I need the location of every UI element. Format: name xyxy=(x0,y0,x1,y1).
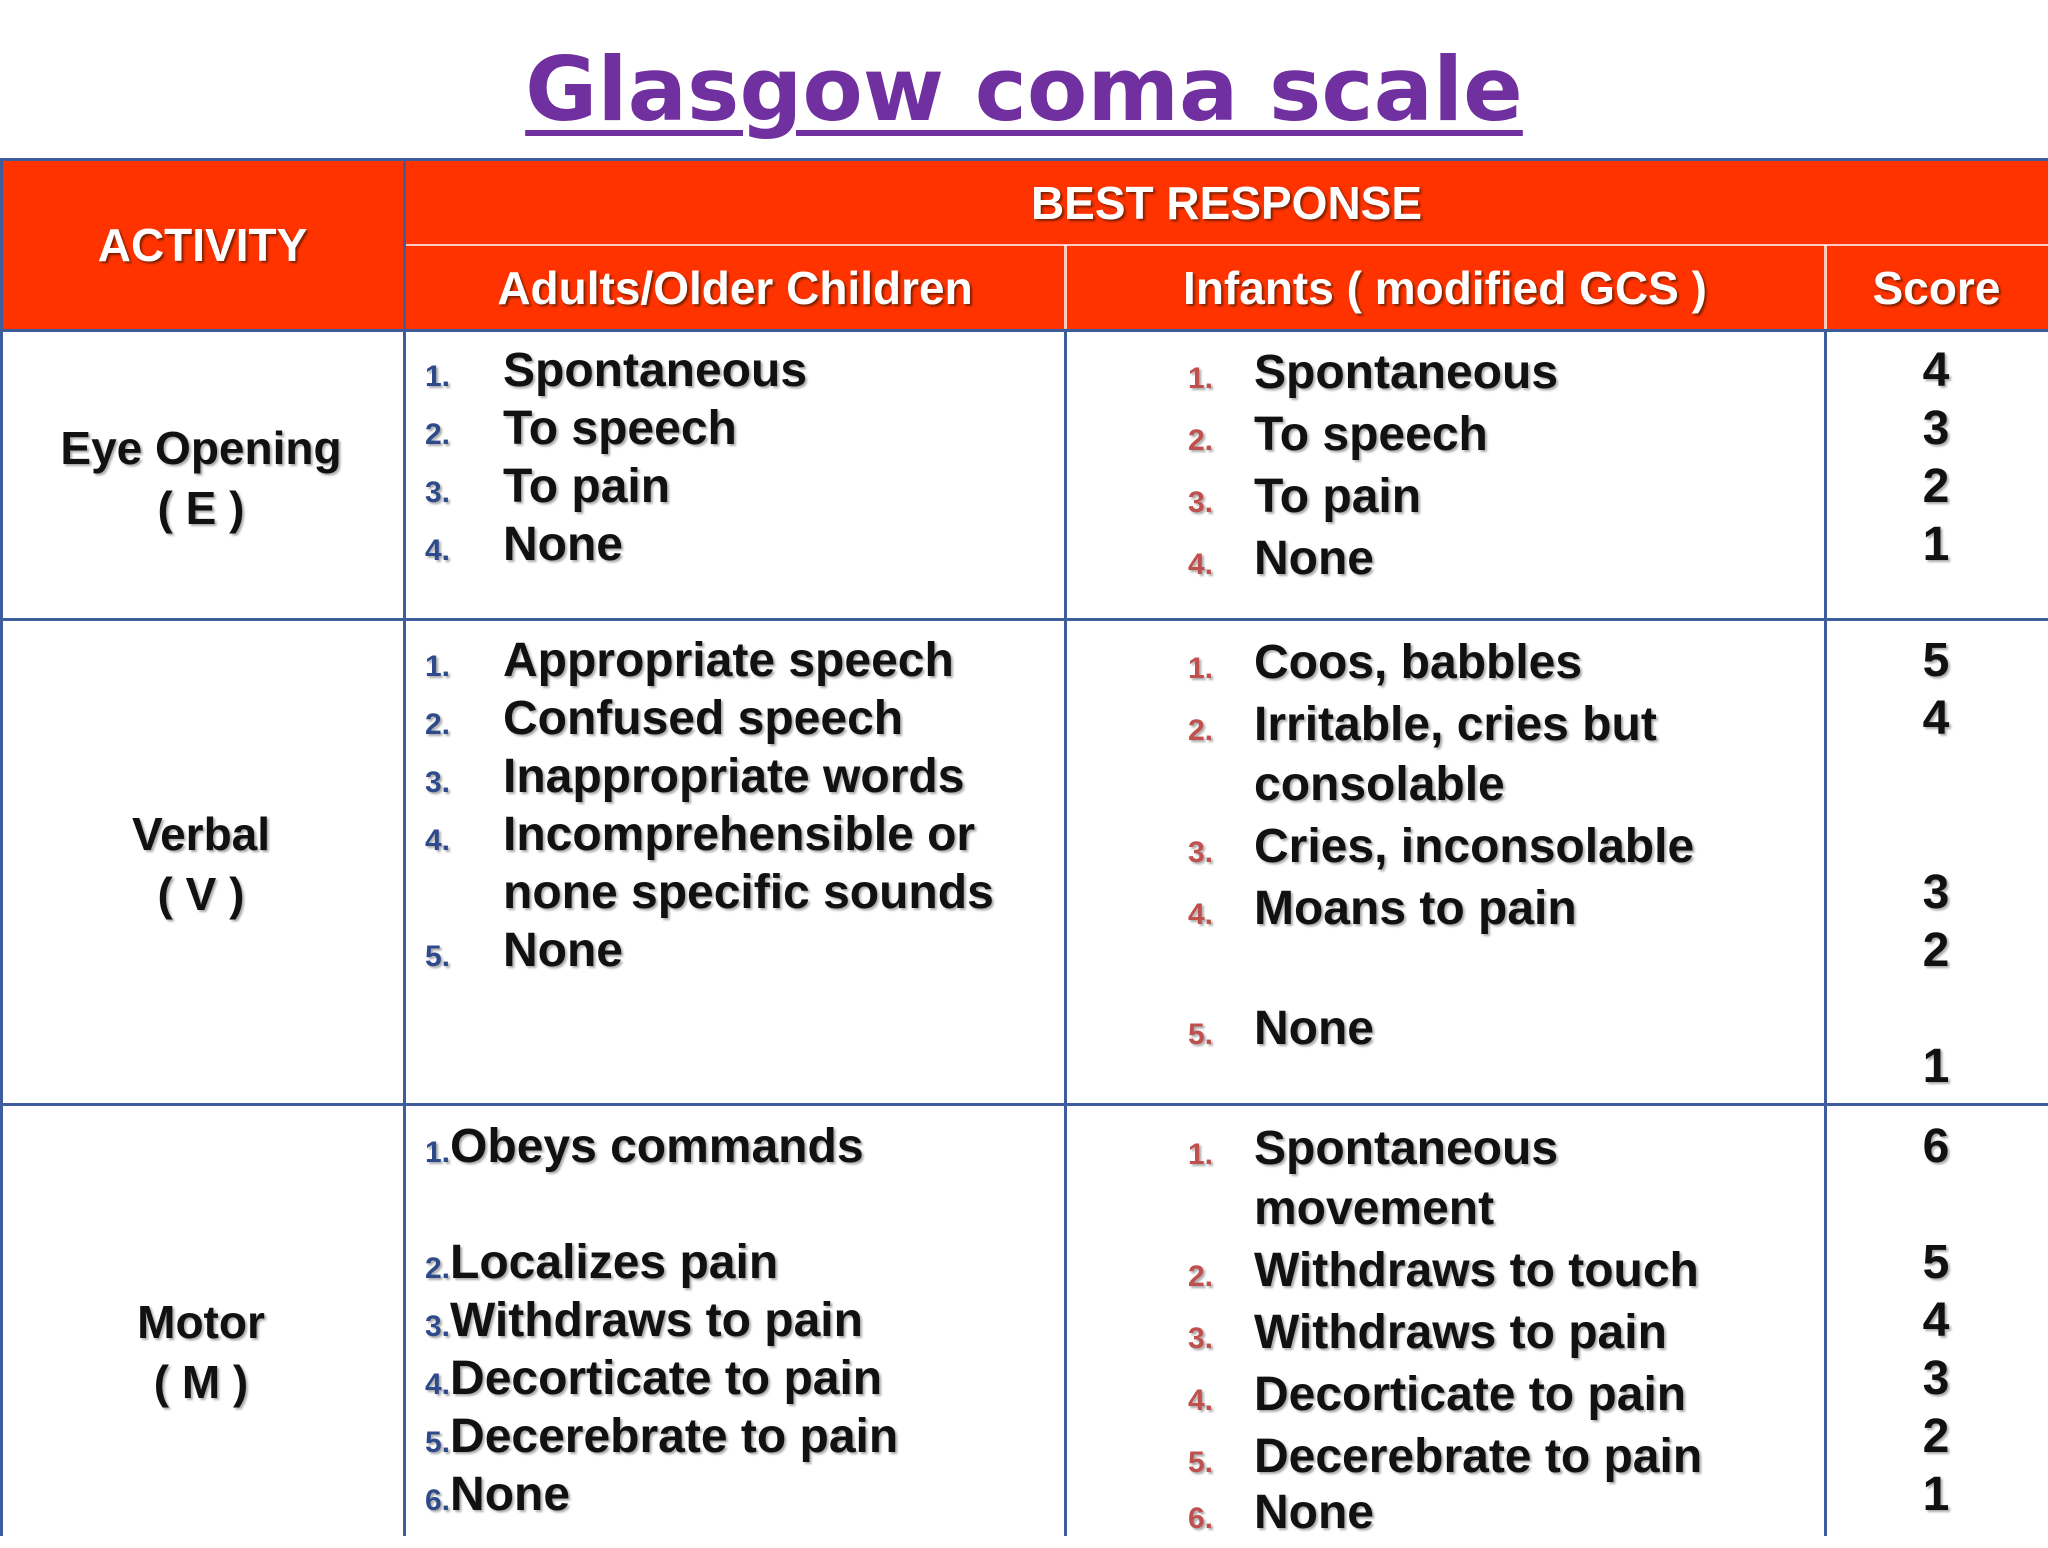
response-text: None xyxy=(503,924,623,977)
page-title-text: Glasgow coma scale xyxy=(525,38,1523,141)
response-text: Inappropriate words xyxy=(503,750,965,803)
item-number: 2. xyxy=(425,1252,451,1285)
response-text: Decorticate to pain xyxy=(450,1352,883,1405)
infant-response xyxy=(1188,696,1657,760)
grid-line xyxy=(0,618,2048,621)
header-infants-label: Infants ( modified GCS ) xyxy=(1183,261,1707,314)
response-text: Irritable, cries but xyxy=(1254,698,1657,751)
item-number: 6. xyxy=(1188,1502,1214,1535)
adult-response xyxy=(425,400,737,464)
infant-response-continued xyxy=(1188,756,1505,814)
response-text: None xyxy=(1254,1002,1374,1055)
response-text: Cries, inconsolable xyxy=(1254,820,1695,873)
infant-response xyxy=(1188,1242,1699,1306)
item-number: 1. xyxy=(425,1136,451,1169)
response-text: Localizes pain xyxy=(450,1236,779,1289)
item-number: 6. xyxy=(425,1484,451,1517)
grid-line xyxy=(0,1103,2048,1106)
response-text: None xyxy=(1254,532,1374,585)
infant-response xyxy=(1188,880,1577,944)
item-number: 3. xyxy=(425,1310,451,1343)
score-value: 1 xyxy=(1922,1040,1950,1093)
item-number: 3. xyxy=(1188,486,1214,519)
activity-code: ( M ) xyxy=(153,1356,249,1408)
item-number: 4. xyxy=(1188,1384,1214,1417)
score-value: 1 xyxy=(1922,518,1950,571)
adult-response xyxy=(425,516,623,580)
response-text: consolable xyxy=(1254,758,1505,811)
item-number: 3. xyxy=(425,766,451,799)
infant-response xyxy=(1188,1304,1667,1368)
item-number: 4. xyxy=(425,824,451,857)
adult-response xyxy=(425,1466,570,1530)
response-text: Spontaneous xyxy=(1254,346,1559,399)
adult-response xyxy=(425,748,964,812)
response-text: Spontaneous xyxy=(1254,1122,1559,1175)
header-best-response xyxy=(405,160,2048,245)
item-number: 5. xyxy=(1188,1446,1214,1479)
item-number: 4. xyxy=(1188,898,1214,931)
response-text: To speech xyxy=(1254,408,1488,461)
score-value: 2 xyxy=(1922,460,1950,513)
infant-response xyxy=(1188,1428,1702,1492)
infant-response xyxy=(1188,1000,1374,1064)
adult-response xyxy=(425,342,807,406)
adult-response xyxy=(425,922,623,986)
score-value: 1 xyxy=(1922,1468,1950,1521)
response-text: Decerebrate to pain xyxy=(450,1410,899,1463)
header-divider-score xyxy=(1824,245,1827,330)
infant-response xyxy=(1188,468,1421,532)
item-number: 2. xyxy=(425,708,451,741)
header-score xyxy=(1825,245,2048,330)
infant-response xyxy=(1188,1366,1686,1430)
item-number: 3. xyxy=(1188,1322,1214,1355)
infant-response xyxy=(1188,406,1488,470)
header-divider-adults xyxy=(1064,245,1067,330)
response-text: None xyxy=(1254,1486,1374,1539)
activity-name: Eye Opening xyxy=(60,422,342,474)
item-number: 4. xyxy=(425,1368,451,1401)
adult-response xyxy=(425,458,670,522)
item-number: 1. xyxy=(1188,362,1214,395)
adult-response xyxy=(425,806,975,870)
infant-response-continued xyxy=(1188,1180,1494,1238)
header-best-response-label: BEST RESPONSE xyxy=(1030,176,1423,229)
adult-response xyxy=(425,1234,778,1298)
activity-name: Motor xyxy=(137,1296,265,1348)
score-value: 3 xyxy=(1922,866,1950,919)
infant-response xyxy=(1188,1484,1374,1548)
header-activity-label: ACTIVITY xyxy=(97,219,308,271)
grid-line xyxy=(1064,329,1067,1536)
activity-code: ( V ) xyxy=(157,868,245,920)
item-number: 2. xyxy=(1188,1260,1214,1293)
response-text: Withdraws to touch xyxy=(1254,1244,1699,1297)
grid-line xyxy=(0,158,2048,161)
response-text: Coos, babbles xyxy=(1254,636,1583,689)
score-value: 2 xyxy=(1922,1410,1950,1463)
adult-response xyxy=(425,1350,882,1414)
header-activity xyxy=(0,160,405,330)
score-value: 4 xyxy=(1922,1294,1950,1347)
score-value: 4 xyxy=(1922,692,1950,745)
response-text: movement xyxy=(1254,1182,1495,1235)
item-number: 1. xyxy=(1188,1138,1214,1171)
item-number: 2. xyxy=(1188,424,1214,457)
score-value: 6 xyxy=(1922,1120,1950,1173)
response-text: Confused speech xyxy=(503,692,904,745)
item-number: 3. xyxy=(1188,836,1214,869)
response-text: Appropriate speech xyxy=(503,634,954,687)
response-text: Obeys commands xyxy=(450,1120,864,1173)
item-number: 5. xyxy=(425,1426,451,1459)
activity-name: Verbal xyxy=(131,808,271,860)
infant-response xyxy=(1188,1120,1558,1184)
adult-response-continued xyxy=(425,864,994,922)
response-text: To pain xyxy=(1254,470,1422,523)
item-number: 4. xyxy=(1188,548,1214,581)
score-value: 5 xyxy=(1922,634,1950,687)
activity-code: ( E ) xyxy=(157,482,245,534)
score-value: 3 xyxy=(1922,402,1950,455)
item-number: 4. xyxy=(425,534,451,567)
item-number: 3. xyxy=(425,476,451,509)
activity-eye-opening xyxy=(0,418,402,538)
response-text: Incomprehensible or xyxy=(503,808,976,861)
adult-response xyxy=(425,690,903,754)
item-number: 2. xyxy=(425,418,451,451)
item-number: 1. xyxy=(1188,652,1214,685)
header-divider xyxy=(405,244,2048,246)
grid-line xyxy=(403,158,406,1536)
header-score-label: Score xyxy=(1872,261,2001,314)
score-value: 5 xyxy=(1922,1236,1950,1289)
response-text: Withdraws to pain xyxy=(1254,1306,1667,1359)
activity-verbal xyxy=(0,804,402,924)
response-text: None xyxy=(450,1468,571,1521)
header-infants xyxy=(1065,245,1825,330)
response-text: Moans to pain xyxy=(1254,882,1577,935)
response-text: none specific sounds xyxy=(503,866,994,919)
response-text: To speech xyxy=(503,402,737,455)
response-text: None xyxy=(503,518,623,571)
response-text: To pain xyxy=(503,460,671,513)
item-number: 1. xyxy=(425,360,451,393)
grid-line xyxy=(0,329,2048,332)
adult-response xyxy=(425,1292,863,1356)
header-adults xyxy=(405,245,1065,330)
adult-response xyxy=(425,1408,898,1472)
item-number: 1. xyxy=(425,650,451,683)
header-adults-label: Adults/Older Children xyxy=(497,261,973,314)
score-value: 4 xyxy=(1922,344,1950,397)
score-value: 2 xyxy=(1922,924,1950,977)
response-text: Decorticate to pain xyxy=(1254,1368,1687,1421)
item-number: 5. xyxy=(1188,1018,1214,1051)
infant-response xyxy=(1188,634,1582,698)
activity-motor xyxy=(0,1292,402,1412)
response-text: Spontaneous xyxy=(503,344,808,397)
item-number: 2. xyxy=(1188,714,1214,747)
item-number: 5. xyxy=(425,940,451,973)
infant-response xyxy=(1188,818,1694,882)
response-text: Decerebrate to pain xyxy=(1254,1430,1703,1483)
adult-response xyxy=(425,632,954,696)
infant-response xyxy=(1188,530,1374,594)
score-value: 3 xyxy=(1922,1352,1950,1405)
infant-response xyxy=(1188,344,1558,408)
adult-response xyxy=(425,1118,864,1182)
response-text: Withdraws to pain xyxy=(450,1294,863,1347)
